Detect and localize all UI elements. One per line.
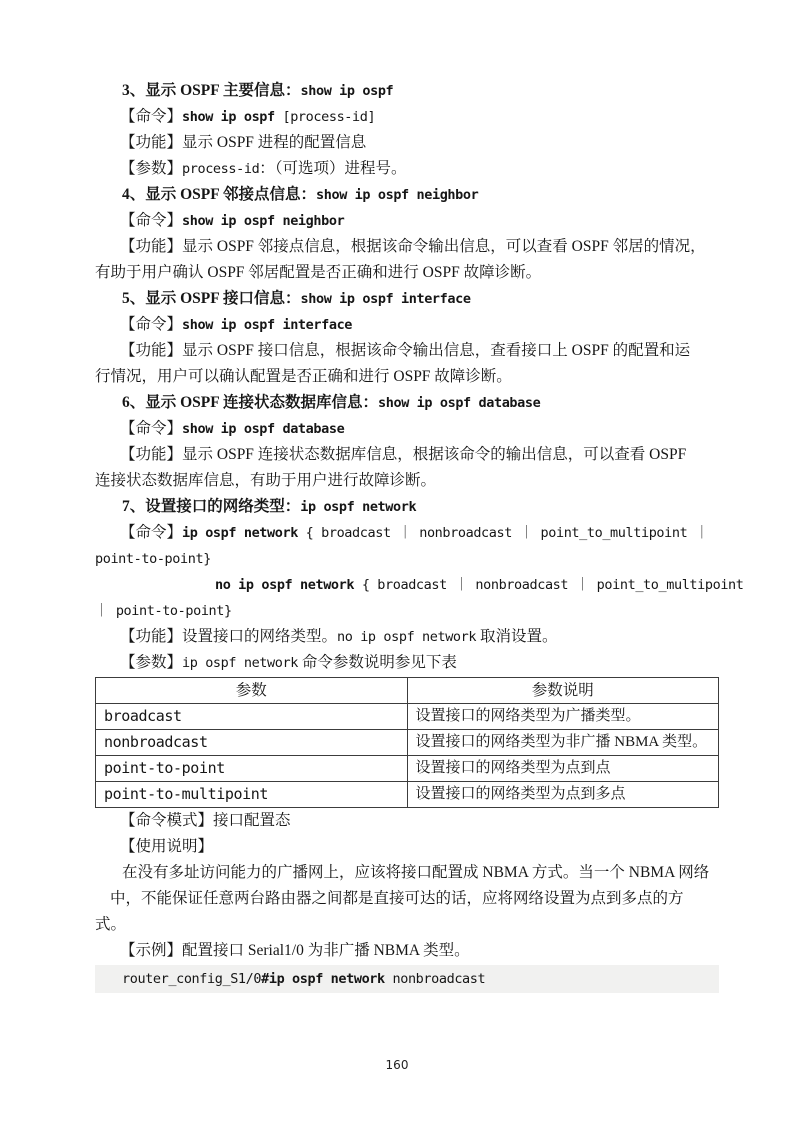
text-segment: show ip ospf [300,83,394,99]
text-segment: 有助于用户确认 OSPF 邻居配置是否正确和进行 OSPF 故障诊断。 [95,264,542,281]
text-line [95,494,719,520]
text-segment: 【功能】设置接口的网络类型。 [120,628,338,645]
text-segment: { broadcast ｜ nonbroadcast ｜ point_to_multipoint [354,577,744,593]
text-segment: 【命令】 [120,316,183,333]
text-segment: 5、显示 OSPF 接口信息： [122,290,301,307]
text-line [95,208,719,234]
table-row [96,756,719,782]
text-segment: 式。 [95,916,127,933]
text-segment: 【参数】 [120,160,183,177]
document-body [95,78,744,993]
text-line [95,416,719,442]
text-line [95,234,719,260]
text-segment: 【功能】显示 OSPF 邻接点信息，根据该命令输出信息，可以查看 OSPF 邻居的情况， [120,238,706,255]
text-line [95,468,719,494]
text-line [95,546,719,572]
table-row [96,704,719,730]
text-line [95,364,719,390]
text-segment: show ip ospf [182,109,275,125]
text-segment: 3、显示 OSPF 主要信息： [122,82,301,99]
text-segment: 【使用说明】 [120,838,214,855]
text-line [95,834,719,860]
text-segment: 【命令】 [120,524,183,541]
text-segment: show ip ospf database [182,421,345,437]
text-line [95,442,719,468]
text-segment: ｜ point-to-point} [95,603,232,619]
param-description-cell: 设置接口的网络类型为广播类型。 [407,704,719,730]
text-line [95,572,744,598]
param-description-cell: 设置接口的网络类型为非广播 NBMA 类型。 [407,730,719,756]
param-name-cell: point-to-point [96,756,408,782]
parameter-table-head [96,678,719,704]
param-name-cell: broadcast [96,704,408,730]
text-segment: show ip ospf interface [300,291,471,307]
text-segment: 【功能】显示 OSPF 进程的配置信息 [120,134,367,151]
text-block-usage [95,808,719,964]
text-segment: 【参数】 [120,654,183,671]
text-block-commands [95,78,744,676]
text-segment: 连接状态数据库信息，有助于用户进行故障诊断。 [95,472,437,489]
text-segment: 【命令模式】接口配置态 [120,812,291,829]
text-segment: process-id [182,161,260,177]
text-segment: no ip ospf network [337,629,477,645]
text-segment: router_config_S1/0 [122,971,262,987]
text-segment: 7、设置接口的网络类型： [122,498,301,515]
text-line [95,338,719,364]
text-segment: 【命令】 [120,212,183,229]
text-line [95,104,719,130]
param-description-cell: 设置接口的网络类型为点到点 [407,756,719,782]
param-name-cell: nonbroadcast [96,730,408,756]
text-line [95,624,719,650]
text-line [95,260,719,286]
text-segment: 【命令】 [120,420,183,437]
text-line [95,938,719,964]
text-line [95,886,719,912]
table-header-cell: 参数说明 [407,678,719,704]
text-segment: #ip ospf network [261,971,385,987]
parameter-table-body [96,704,719,808]
text-line [95,598,719,624]
text-segment: 命令参数说明参见下表 [297,654,457,671]
text-segment: 取消设置。 [476,628,558,645]
text-segment: 在没有多址访问能力的广播网上，应该将接口配置成 NBMA 方式。当一个 NBMA 网络 [122,864,710,881]
text-segment: 4、显示 OSPF 邻接点信息： [122,186,317,203]
param-description-cell: 设置接口的网络类型为点到多点 [407,782,719,808]
text-line [95,286,719,312]
text-segment: point-to-point} [95,551,211,567]
text-line [95,78,719,104]
text-line [95,860,719,886]
text-line [95,520,719,546]
text-segment: 【命令】 [120,108,183,125]
text-segment: 【功能】显示 OSPF 连接状态数据库信息，根据该命令的输出信息，可以查看 OSPF [120,446,687,463]
table-row [96,782,719,808]
text-segment: show ip ospf neighbor [316,187,479,203]
text-line [95,156,719,182]
code-example-line [95,965,719,993]
text-segment: ip ospf network [182,525,298,541]
text-segment: 中，不能保证任意两台路由器之间都是直接可达的话，应将网络设置为点到多点的方 [110,890,684,907]
parameter-table [95,677,719,808]
text-line [95,312,719,338]
text-segment: ip ospf network [300,499,417,515]
table-header-cell: 参数 [96,678,408,704]
text-line [95,808,719,834]
text-segment: 【示例】配置接口 Serial1/0 为非广播 NBMA 类型。 [120,942,470,959]
text-segment: no ip ospf network [215,577,355,593]
text-segment: nonbroadcast [384,971,486,987]
table-header-row [96,678,719,704]
text-line [95,182,719,208]
page-number: 160 [385,1058,409,1072]
text-segment: { broadcast ｜ nonbroadcast ｜ point_to_multipoint ｜ [297,525,709,541]
text-segment: show ip ospf interface [182,317,353,333]
text-segment: 行情况，用户可以确认配置是否正确和进行 OSPF 故障诊断。 [95,368,512,385]
text-segment: show ip ospf neighbor [182,213,345,229]
param-name-cell: point-to-multipoint [96,782,408,808]
text-segment: ：（可选项）进程号。 [259,160,407,177]
text-line [95,650,719,676]
text-segment: show ip ospf database [378,395,541,411]
text-segment: [process-id] [274,109,376,125]
text-line [95,912,719,938]
text-line [95,130,719,156]
table-row [96,730,719,756]
text-segment: ip ospf network [182,655,298,671]
text-line [95,390,719,416]
text-segment: 6、显示 OSPF 连接状态数据库信息： [122,394,379,411]
text-segment: 【功能】显示 OSPF 接口信息，根据该命令输出信息，查看接口上 OSPF 的配置和运 [120,342,691,359]
